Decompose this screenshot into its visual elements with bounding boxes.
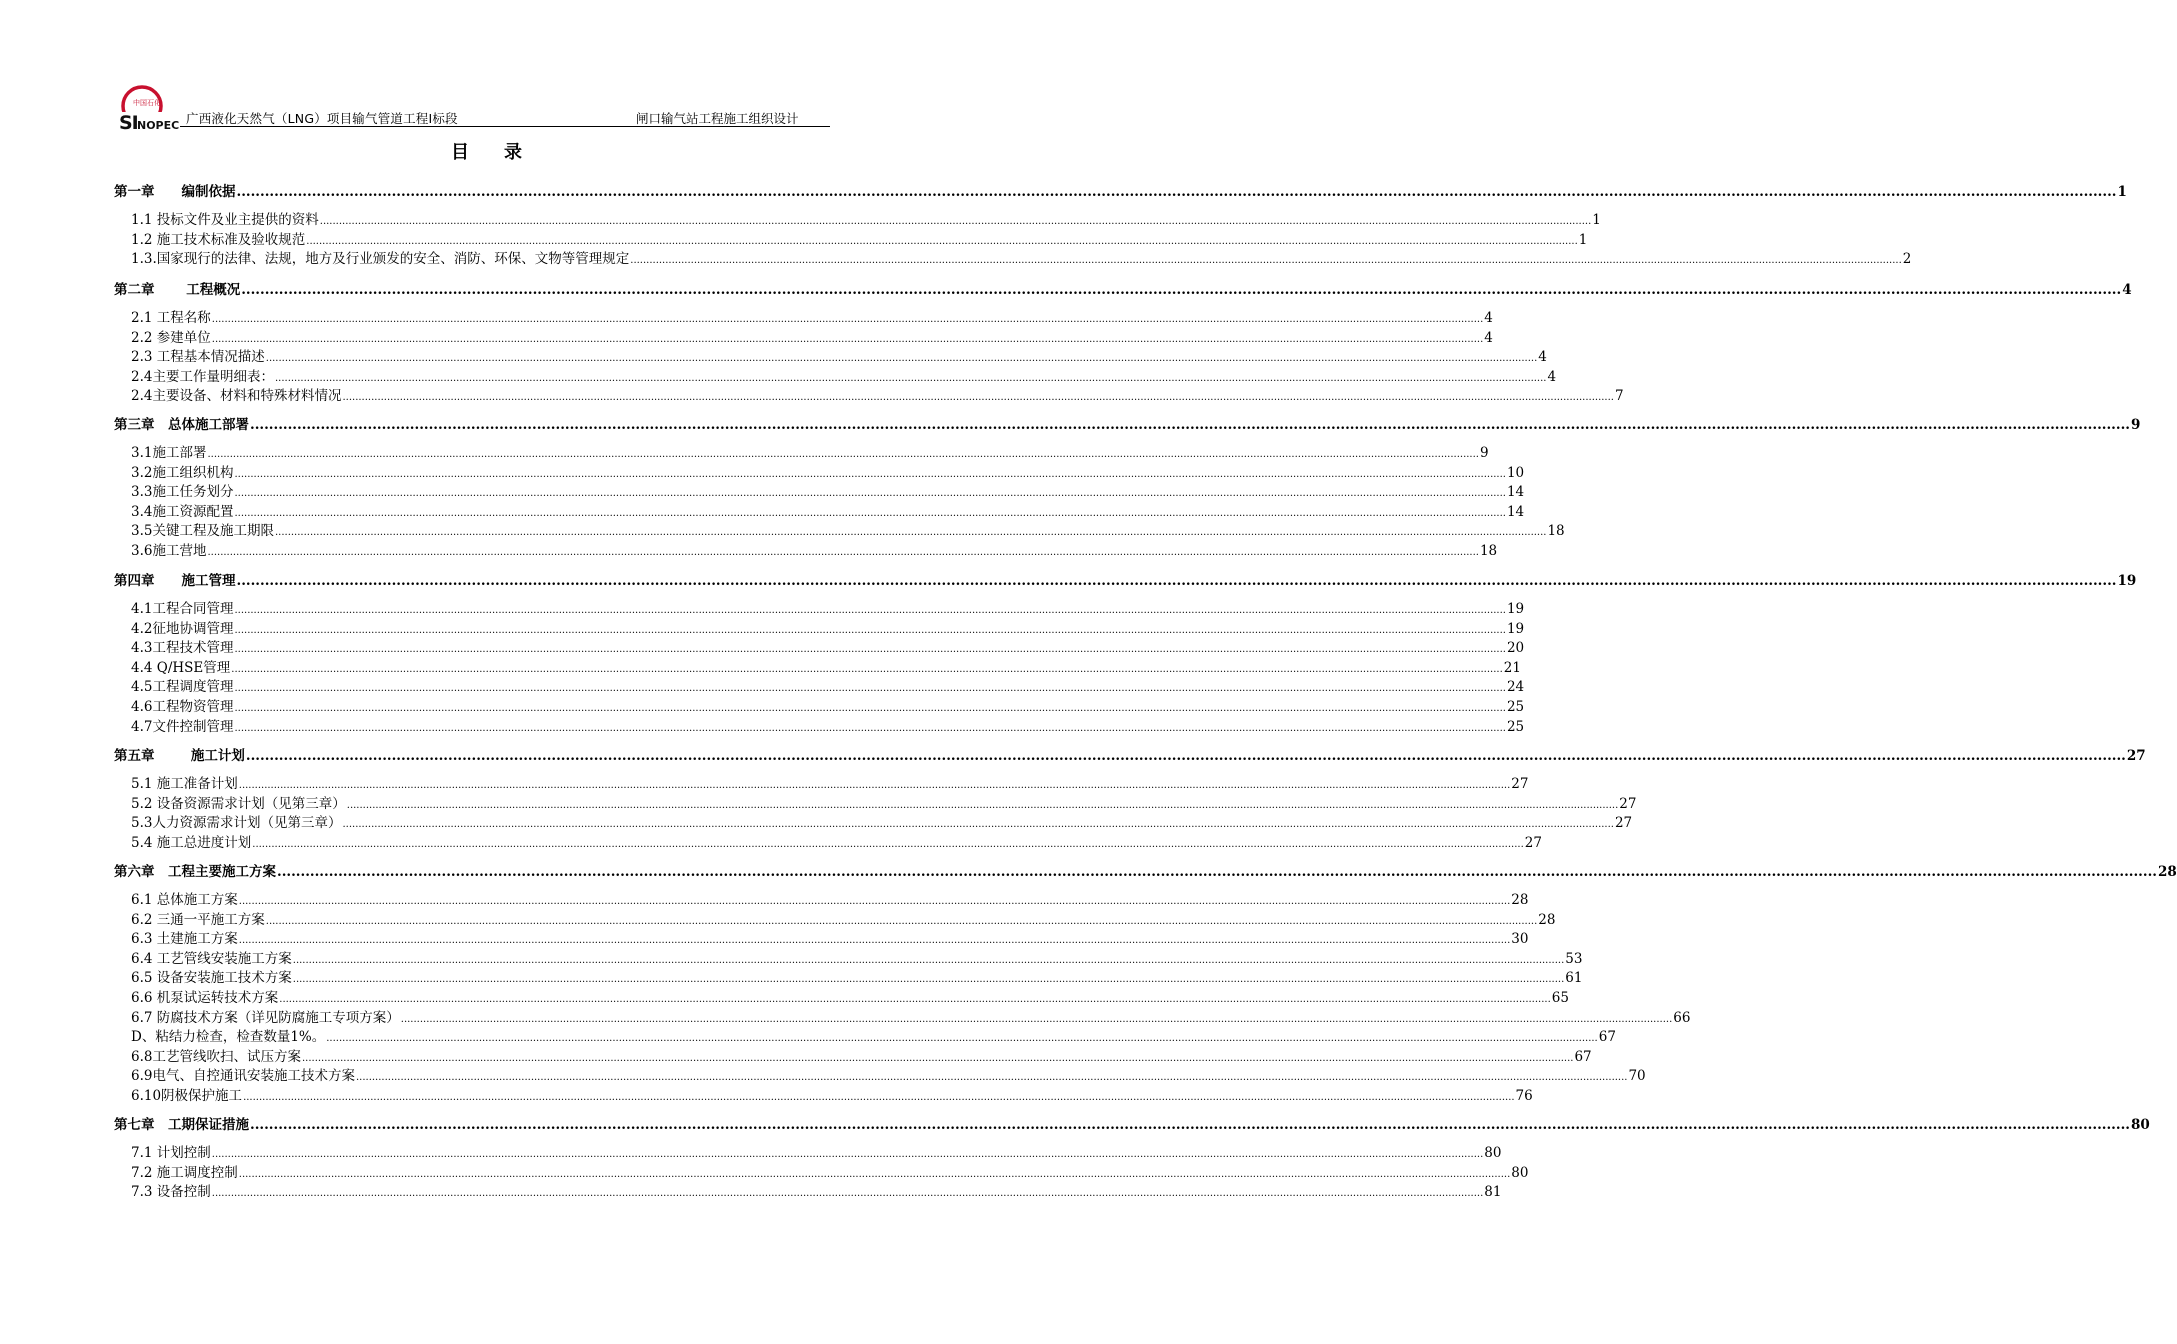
dot-leader: ................................................................................................................................................................................................................................................................................................................................................................................................................ — [292, 954, 1565, 966]
toc-section-page-number: 24 — [1506, 679, 1525, 696]
toc-chapter-6-label: 第六章 工程主要施工方案 — [114, 864, 276, 880]
toc-section-page-number: 10 — [1506, 464, 1525, 481]
toc-section-page-number: 65 — [1551, 990, 1569, 1006]
toc-section-label: 4.7文件控制管理 — [131, 718, 234, 735]
dot-leader: ................................................................................................................................................................................................................................................................................................................................................................................................................ — [265, 915, 1538, 927]
toc-section[interactable] — [131, 772, 1529, 792]
dot-leader: ................................................................................................................................................................................................................................................................................................................................................................................................................ — [250, 417, 2130, 433]
toc-section[interactable] — [131, 1064, 1646, 1085]
toc-chapter-4-page-number: 19 — [2117, 573, 2137, 589]
toc-section-label: 3.6施工营地 — [131, 543, 207, 559]
header-divider — [180, 126, 830, 127]
toc-section[interactable] — [131, 519, 1565, 540]
toc-section-label: 5.2 设备资源需求计划（见第三章） — [131, 795, 346, 812]
toc-section-page-number: 28 — [1511, 892, 1529, 908]
dot-leader: ................................................................................................................................................................................................................................................................................................................................................................................................................ — [241, 282, 2122, 298]
toc-section-label: 2.2 参建单位 — [131, 329, 211, 346]
toc-section[interactable] — [131, 636, 1525, 657]
dot-leader: ................................................................................................................................................................................................................................................................................................................................................................................................................ — [238, 780, 1511, 791]
dot-leader: ................................................................................................................................................................................................................................................................................................................................................................................................................ — [234, 722, 1506, 734]
dot-leader: ................................................................................................................................................................................................................................................................................................................................................................................................................ — [234, 605, 1506, 616]
toc-chapter-2-label: 第二章 工程概况 — [114, 282, 241, 298]
dot-leader: ................................................................................................................................................................................................................................................................................................................................................................................................................ — [355, 1072, 1628, 1084]
toc-section[interactable] — [131, 306, 1493, 326]
toc-section-label: 2.4主要工作量明细表： — [131, 368, 274, 385]
toc-section[interactable] — [131, 441, 1489, 461]
toc-section-label: 1.1 投标文件及业主提供的资料 — [131, 212, 319, 228]
toc-chapter-1-label: 第一章 编制依据 — [114, 184, 236, 200]
toc-section-page-number: 30 — [1511, 931, 1529, 948]
toc-section[interactable] — [131, 675, 1525, 696]
svg-text:SI: SI — [119, 112, 138, 134]
toc-section[interactable] — [131, 461, 1525, 481]
toc-section-page-number: 4 — [1538, 349, 1547, 366]
toc-section[interactable] — [131, 1045, 1592, 1065]
toc-section-page-number: 27 — [1511, 776, 1529, 792]
toc-section-page-number: 19 — [1506, 620, 1525, 637]
toc-section[interactable] — [131, 695, 1525, 715]
toc-section-label: 3.5关键工程及施工期限 — [131, 523, 274, 540]
toc-section-page-number: 67 — [1598, 1029, 1616, 1046]
toc-section-page-number: 20 — [1506, 640, 1525, 657]
toc-section[interactable] — [131, 966, 1583, 987]
dot-leader: ................................................................................................................................................................................................................................................................................................................................................................................................................ — [238, 935, 1511, 947]
toc-section[interactable] — [131, 1006, 1691, 1026]
dot-leader: ................................................................................................................................................................................................................................................................................................................................................................................................................ — [207, 449, 1479, 460]
toc-section-page-number: 1 — [1578, 231, 1588, 248]
page-title: 目 录 — [450, 142, 525, 163]
header-document-title: 闸口输气站工程施工组织设计 — [636, 111, 799, 126]
dot-leader: ................................................................................................................................................................................................................................................................................................................................................................................................................ — [231, 663, 1503, 675]
toc-section-page-number: 61 — [1565, 970, 1583, 987]
dot-leader: ................................................................................................................................................................................................................................................................................................................................................................................................................ — [234, 624, 1506, 636]
toc-section[interactable] — [131, 831, 1542, 851]
toc-section-page-number: 18 — [1479, 543, 1498, 559]
toc-section-label: 6.7 防腐技术方案（详见防腐施工专项方案） — [131, 1009, 400, 1026]
dot-leader: ................................................................................................................................................................................................................................................................................................................................................................................................................ — [250, 1117, 2130, 1133]
toc-section-label: 2.3 工程基本情况描述 — [131, 349, 265, 366]
toc-section-label: 4.3工程技术管理 — [131, 640, 234, 657]
toc-chapter-2[interactable] — [114, 278, 2132, 298]
dot-leader: ................................................................................................................................................................................................................................................................................................................................................................................................................ — [630, 255, 1902, 267]
toc-section-page-number: 27 — [1614, 815, 1633, 832]
toc-section-label: 7.1 计划控制 — [131, 1145, 211, 1161]
toc-section-page-number: 14 — [1506, 503, 1525, 520]
toc-section-label: 6.2 三通一平施工方案 — [131, 911, 265, 928]
toc-section-label: 3.1施工部署 — [131, 445, 207, 461]
toc-section-label: 5.3人力资源需求计划（见第三章） — [131, 815, 342, 832]
toc-section[interactable] — [131, 597, 1525, 617]
toc-section-page-number: 28 — [1538, 911, 1556, 928]
toc-section-label: 5.4 施工总进度计划 — [131, 834, 252, 851]
toc-section-page-number: 1 — [1592, 212, 1601, 228]
toc-section-page-number: 53 — [1565, 950, 1583, 967]
toc-section-page-number: 80 — [1511, 1164, 1529, 1181]
toc-section-page-number: 14 — [1506, 484, 1525, 501]
dot-leader: ................................................................................................................................................................................................................................................................................................................................................................................................................ — [326, 1033, 1598, 1045]
toc-chapter-1[interactable] — [114, 180, 2127, 200]
toc-chapter-2-page-number: 4 — [2122, 282, 2132, 298]
toc-chapter-5-page-number: 27 — [2126, 748, 2146, 764]
toc-section-page-number: 76 — [1515, 1088, 1533, 1104]
dot-leader: ................................................................................................................................................................................................................................................................................................................................................................................................................ — [211, 1188, 1484, 1200]
header-project-title: 广西液化天然气（LNG）项目输气管道工程Ⅰ标段 — [186, 111, 458, 126]
toc-chapter-4[interactable] — [114, 569, 2137, 589]
toc-chapter-5[interactable] — [114, 744, 2146, 764]
toc-section-label: 3.4施工资源配置 — [131, 503, 234, 520]
dot-leader: ................................................................................................................................................................................................................................................................................................................................................................................................................ — [306, 235, 1578, 247]
toc-section-page-number: 66 — [1673, 1009, 1691, 1026]
toc-section[interactable] — [131, 1084, 1533, 1104]
toc-chapter-1-page-number: 1 — [2117, 184, 2127, 200]
toc-section-page-number: 2 — [1902, 251, 1912, 268]
toc-chapter-3-label: 第三章 总体施工部署 — [114, 417, 249, 433]
toc-chapter-6[interactable] — [114, 860, 2177, 880]
toc-section[interactable] — [131, 1161, 1529, 1181]
toc-section[interactable] — [131, 792, 1637, 812]
toc-section-label: 6.5 设备安装施工技术方案 — [131, 970, 292, 987]
toc-section[interactable] — [131, 228, 1588, 248]
toc-section-label: 2.4主要设备、材料和特殊材料情况 — [131, 388, 342, 405]
toc-chapter-4-label: 第四章 施工管理 — [114, 573, 236, 589]
toc-section[interactable] — [131, 617, 1525, 637]
toc-section[interactable] — [131, 247, 1912, 268]
toc-section-label: 4.6工程物资管理 — [131, 699, 234, 715]
toc-section[interactable] — [131, 715, 1525, 735]
dot-leader: ................................................................................................................................................................................................................................................................................................................................................................................................................ — [319, 216, 1592, 227]
toc-section[interactable] — [131, 927, 1529, 948]
toc-section[interactable] — [131, 656, 1521, 676]
dot-leader: ................................................................................................................................................................................................................................................................................................................................................................................................................ — [211, 1149, 1484, 1160]
toc-section-page-number: 27 — [1524, 834, 1542, 851]
dot-leader: ................................................................................................................................................................................................................................................................................................................................................................................................................ — [342, 819, 1614, 831]
toc-section[interactable] — [131, 384, 1624, 405]
toc-section-label: 7.2 施工调度控制 — [131, 1164, 238, 1181]
dot-leader: ................................................................................................................................................................................................................................................................................................................................................................................................................ — [207, 547, 1479, 558]
toc-section-page-number: 4 — [1547, 368, 1557, 385]
toc-section-page-number: 81 — [1484, 1184, 1502, 1201]
dot-leader: ................................................................................................................................................................................................................................................................................................................................................................................................................ — [211, 333, 1484, 345]
dot-leader: ................................................................................................................................................................................................................................................................................................................................................................................................................ — [236, 573, 2117, 589]
dot-leader: ................................................................................................................................................................................................................................................................................................................................................................................................................ — [279, 994, 1551, 1005]
toc-section-label: 4.4 Q/HSE管理 — [131, 659, 231, 676]
dot-leader: ................................................................................................................................................................................................................................................................................................................................................................................................................ — [234, 683, 1506, 695]
toc-section[interactable] — [131, 986, 1569, 1006]
dot-leader: ................................................................................................................................................................................................................................................................................................................................................................................................................ — [238, 896, 1511, 907]
toc-section-label: 4.2征地协调管理 — [131, 620, 234, 637]
dot-leader: ................................................................................................................................................................................................................................................................................................................................................................................................................ — [274, 372, 1547, 384]
toc-section-label: 6.1 总体施工方案 — [131, 892, 238, 908]
dot-leader: ................................................................................................................................................................................................................................................................................................................................................................................................................ — [234, 703, 1506, 714]
dot-leader: ................................................................................................................................................................................................................................................................................................................................................................................................................ — [301, 1052, 1574, 1064]
toc-section-label: 7.3 设备控制 — [131, 1184, 211, 1201]
toc-section[interactable] — [131, 888, 1529, 908]
dot-leader: ................................................................................................................................................................................................................................................................................................................................................................................................................ — [252, 838, 1524, 850]
toc-section-page-number: 19 — [1506, 601, 1525, 617]
dot-leader: ................................................................................................................................................................................................................................................................................................................................................................................................................ — [274, 527, 1547, 539]
toc-section-label: 2.1 工程名称 — [131, 310, 211, 326]
dot-leader: ................................................................................................................................................................................................................................................................................................................................................................................................................ — [245, 748, 2126, 764]
sinopec-logo-icon — [118, 84, 180, 134]
toc-section[interactable] — [131, 1141, 1502, 1161]
toc-chapter-3-page-number: 9 — [2130, 417, 2141, 433]
toc-section-page-number: 18 — [1547, 523, 1565, 540]
svg-text:NOPEC: NOPEC — [137, 119, 180, 132]
dot-leader: ................................................................................................................................................................................................................................................................................................................................................................................................................ — [234, 507, 1506, 519]
toc-section[interactable] — [131, 208, 1601, 228]
toc-section-label: 6.10阴极保护施工 — [131, 1088, 243, 1104]
toc-chapter-7[interactable] — [114, 1113, 2150, 1133]
toc-section[interactable] — [131, 480, 1525, 501]
dot-leader: ................................................................................................................................................................................................................................................................................................................................................................................................................ — [234, 644, 1506, 656]
toc-section-page-number: 80 — [1484, 1145, 1502, 1161]
toc-section-label: 6.3 土建施工方案 — [131, 931, 238, 948]
dot-leader: ................................................................................................................................................................................................................................................................................................................................................................................................................ — [292, 974, 1565, 986]
toc-section-label: 3.3施工任务划分 — [131, 484, 234, 501]
toc-section-page-number: 4 — [1484, 329, 1493, 346]
toc-section-page-number: 9 — [1479, 445, 1489, 461]
toc-section[interactable] — [131, 947, 1583, 967]
toc-section-label: D、粘结力检查，检查数量1%。 — [131, 1029, 326, 1046]
toc-section-page-number: 21 — [1503, 659, 1521, 676]
toc-section[interactable] — [131, 345, 1547, 366]
toc-chapter-7-label: 第七章 工期保证措施 — [114, 1117, 249, 1133]
toc-section[interactable] — [131, 811, 1633, 832]
toc-section[interactable] — [131, 326, 1493, 346]
toc-section-label: 4.5工程调度管理 — [131, 679, 234, 696]
toc-section-label: 6.4 工艺管线安装施工方案 — [131, 950, 292, 967]
dot-leader: ................................................................................................................................................................................................................................................................................................................................................................................................................ — [236, 184, 2117, 200]
toc-section-page-number: 27 — [1619, 795, 1637, 812]
toc-section[interactable] — [131, 539, 1498, 559]
dot-leader: ................................................................................................................................................................................................................................................................................................................................................................................................................ — [342, 392, 1614, 404]
toc-section[interactable] — [131, 500, 1525, 520]
dot-leader: ................................................................................................................................................................................................................................................................................................................................................................................................................ — [238, 1168, 1511, 1180]
toc-chapter-7-page-number: 80 — [2130, 1117, 2150, 1133]
dot-leader: ................................................................................................................................................................................................................................................................................................................................................................................................................ — [234, 488, 1506, 500]
toc-section-page-number: 7 — [1614, 388, 1624, 405]
toc-section-page-number: 4 — [1484, 310, 1493, 326]
toc-section-label: 6.9电气、自控通讯安装施工技术方案 — [131, 1068, 355, 1085]
dot-leader: ................................................................................................................................................................................................................................................................................................................................................................................................................ — [277, 864, 2157, 880]
dot-leader: ................................................................................................................................................................................................................................................................................................................................................................................................................ — [346, 799, 1619, 811]
toc-section-page-number: 70 — [1628, 1068, 1646, 1085]
toc-section-label: 6.8工艺管线吹扫、试压方案 — [131, 1048, 301, 1065]
svg-text:中国石化: 中国石化 — [133, 99, 161, 107]
toc-section-label: 4.1工程合同管理 — [131, 601, 234, 617]
toc-section-page-number: 25 — [1506, 699, 1525, 715]
toc-section[interactable] — [131, 1025, 1616, 1046]
dot-leader: ................................................................................................................................................................................................................................................................................................................................................................................................................ — [243, 1092, 1515, 1103]
toc-section-label: 1.3.国家现行的法律、法规，地方及行业颁发的安全、消防、环保、文物等管理规定 — [131, 251, 630, 268]
toc-chapter-3[interactable] — [114, 413, 2141, 433]
toc-section[interactable] — [131, 365, 1557, 385]
toc-section-page-number: 67 — [1574, 1048, 1592, 1065]
toc-section[interactable] — [131, 908, 1556, 928]
toc-chapter-5-label: 第五章 施工计划 — [114, 748, 245, 764]
dot-leader: ................................................................................................................................................................................................................................................................................................................................................................................................................ — [400, 1013, 1673, 1025]
toc-section-page-number: 25 — [1506, 718, 1525, 735]
toc-section[interactable] — [131, 1180, 1502, 1201]
toc-section-label: 3.2施工组织机构 — [131, 464, 234, 481]
toc-section-label: 1.2 施工技术标准及验收规范 — [131, 231, 306, 248]
dot-leader: ................................................................................................................................................................................................................................................................................................................................................................................................................ — [211, 314, 1484, 325]
toc-chapter-6-page-number: 28 — [2157, 864, 2177, 880]
dot-leader: ................................................................................................................................................................................................................................................................................................................................................................................................................ — [234, 468, 1506, 480]
toc-section-label: 5.1 施工准备计划 — [131, 776, 238, 792]
dot-leader: ................................................................................................................................................................................................................................................................................................................................................................................................................ — [265, 353, 1538, 365]
toc-section-label: 6.6 机泵试运转技术方案 — [131, 990, 279, 1006]
